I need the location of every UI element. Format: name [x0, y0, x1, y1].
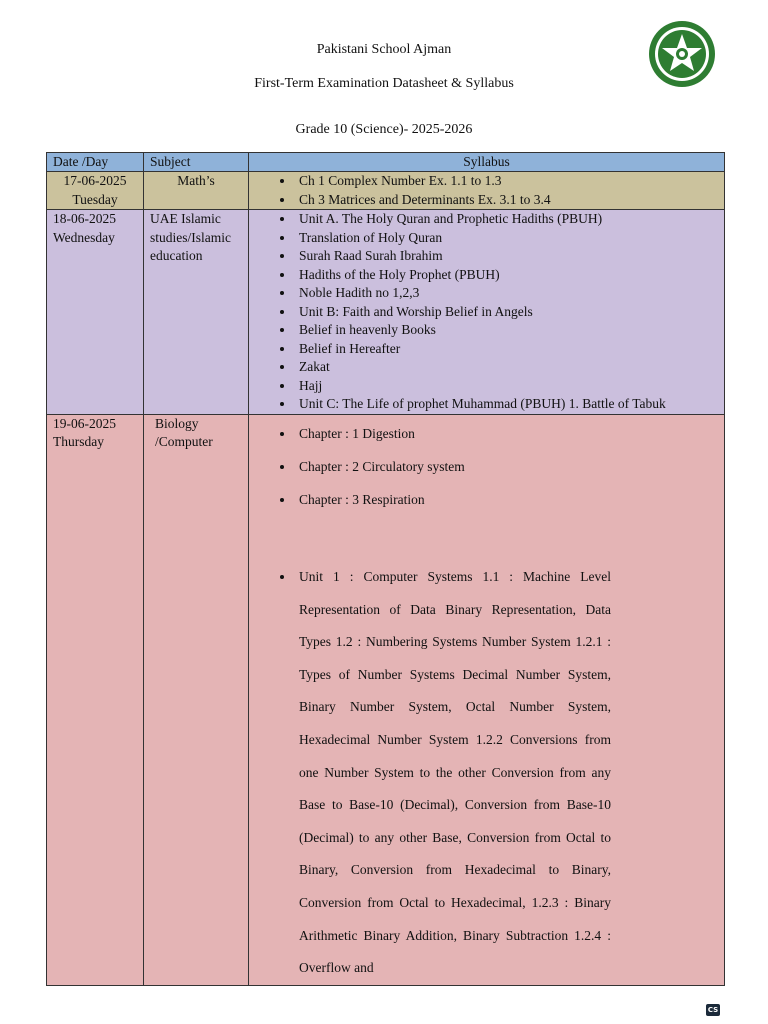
list-item: • Belief in Hereafter — [295, 340, 718, 359]
syllabus-cell — [249, 210, 725, 415]
grade-title: Grade 10 (Science)- 2025-2026 — [295, 122, 473, 137]
exam-date: 19-06-2025 — [53, 415, 116, 431]
list-item: • Unit A. The Holy Quran and Prophetic Hadiths (PBUH) — [295, 210, 718, 229]
header-subject: Subject — [144, 153, 249, 172]
exam-date: 17-06-2025 — [63, 173, 127, 188]
exam-day: Wednesday — [53, 229, 115, 245]
list-item: • Hajj — [295, 377, 718, 396]
list-item: • Belief in heavenly Books — [295, 321, 718, 340]
table-row — [47, 210, 725, 415]
subject-cell: Math’s — [144, 172, 249, 210]
list-item: • Unit B: Faith and Worship Belief in Angels — [295, 303, 718, 322]
list-item: • Noble Hadith no 1,2,3 — [295, 284, 718, 303]
list-item: • Translation of Holy Quran — [295, 229, 718, 248]
header-date-day: Date /Day — [47, 153, 144, 172]
school-emblem-icon — [646, 18, 718, 90]
biology-list — [255, 425, 718, 510]
date-cell — [47, 414, 144, 985]
list-item: • Zakat — [295, 358, 718, 377]
list-item: • Ch 3 Matrices and Determinants Ex. 3.1 to 3.4 — [295, 191, 718, 210]
list-item: • Chapter : 3 Respiration — [295, 491, 718, 510]
exam-date: 18-06-2025 — [53, 211, 116, 226]
list-item: • Surah Raad Surah Ibrahim — [295, 247, 718, 266]
list-item: • Unit 1 : Computer Systems 1.1 : Machine Level Representation of Data Binary Representation, Data Types 1.2 : Numbering Systems Number System 1.2.1 : Types of Number Systems Decimal Number System, Binary Number System, Octal Number System, Hexadecimal Number System 1.2.2 Conversions from one Number System to the other Conversion from any Base to Base-10 (Decimal), Conversion from Base-10 (Decimal) to any other Base, Conversion from Octal to Binary, Conversion from Hexadecimal to Binary, Conversion from Octal to Hexadecimal, 1.2.3 : Binary Arithmetic Binary Addition, Binary Subtraction 1.2.4 : Overflow and — [295, 561, 611, 985]
school-name: Pakistani School Ajman — [316, 42, 452, 57]
list-item: • Chapter : 1 Digestion — [295, 425, 718, 444]
subject-cell: Biology /Computer — [144, 414, 249, 985]
computer-list — [255, 561, 718, 985]
table-header-row — [47, 153, 725, 172]
syllabus-list — [255, 210, 718, 414]
exam-schedule-table — [46, 152, 725, 986]
date-cell — [47, 210, 144, 415]
exam-day: Tuesday — [72, 191, 118, 207]
syllabus-cell — [249, 414, 725, 985]
exam-title: First-Term Examination Datasheet & Syllabus — [254, 76, 514, 91]
syllabus-cell — [249, 172, 725, 210]
list-item: • Ch 1 Complex Number Ex. 1.1 to 1.3 — [295, 172, 718, 191]
header-syllabus: Syllabus — [249, 153, 725, 172]
list-item: • Unit C: The Life of prophet Muhammad (PBUH) 1. Battle of Tabuk — [295, 395, 718, 414]
list-item: • Chapter : 2 Circulatory system — [295, 458, 718, 477]
syllabus-list — [255, 172, 718, 209]
list-item: • Hadiths of the Holy Prophet (PBUH) — [295, 266, 718, 285]
table-row — [47, 172, 725, 210]
date-cell — [47, 172, 144, 210]
table-row — [47, 414, 725, 985]
exam-day: Thursday — [53, 434, 104, 449]
subject-cell: UAE Islamic studies/Islamic education — [144, 210, 249, 415]
camscanner-badge: CS — [707, 1006, 719, 1014]
